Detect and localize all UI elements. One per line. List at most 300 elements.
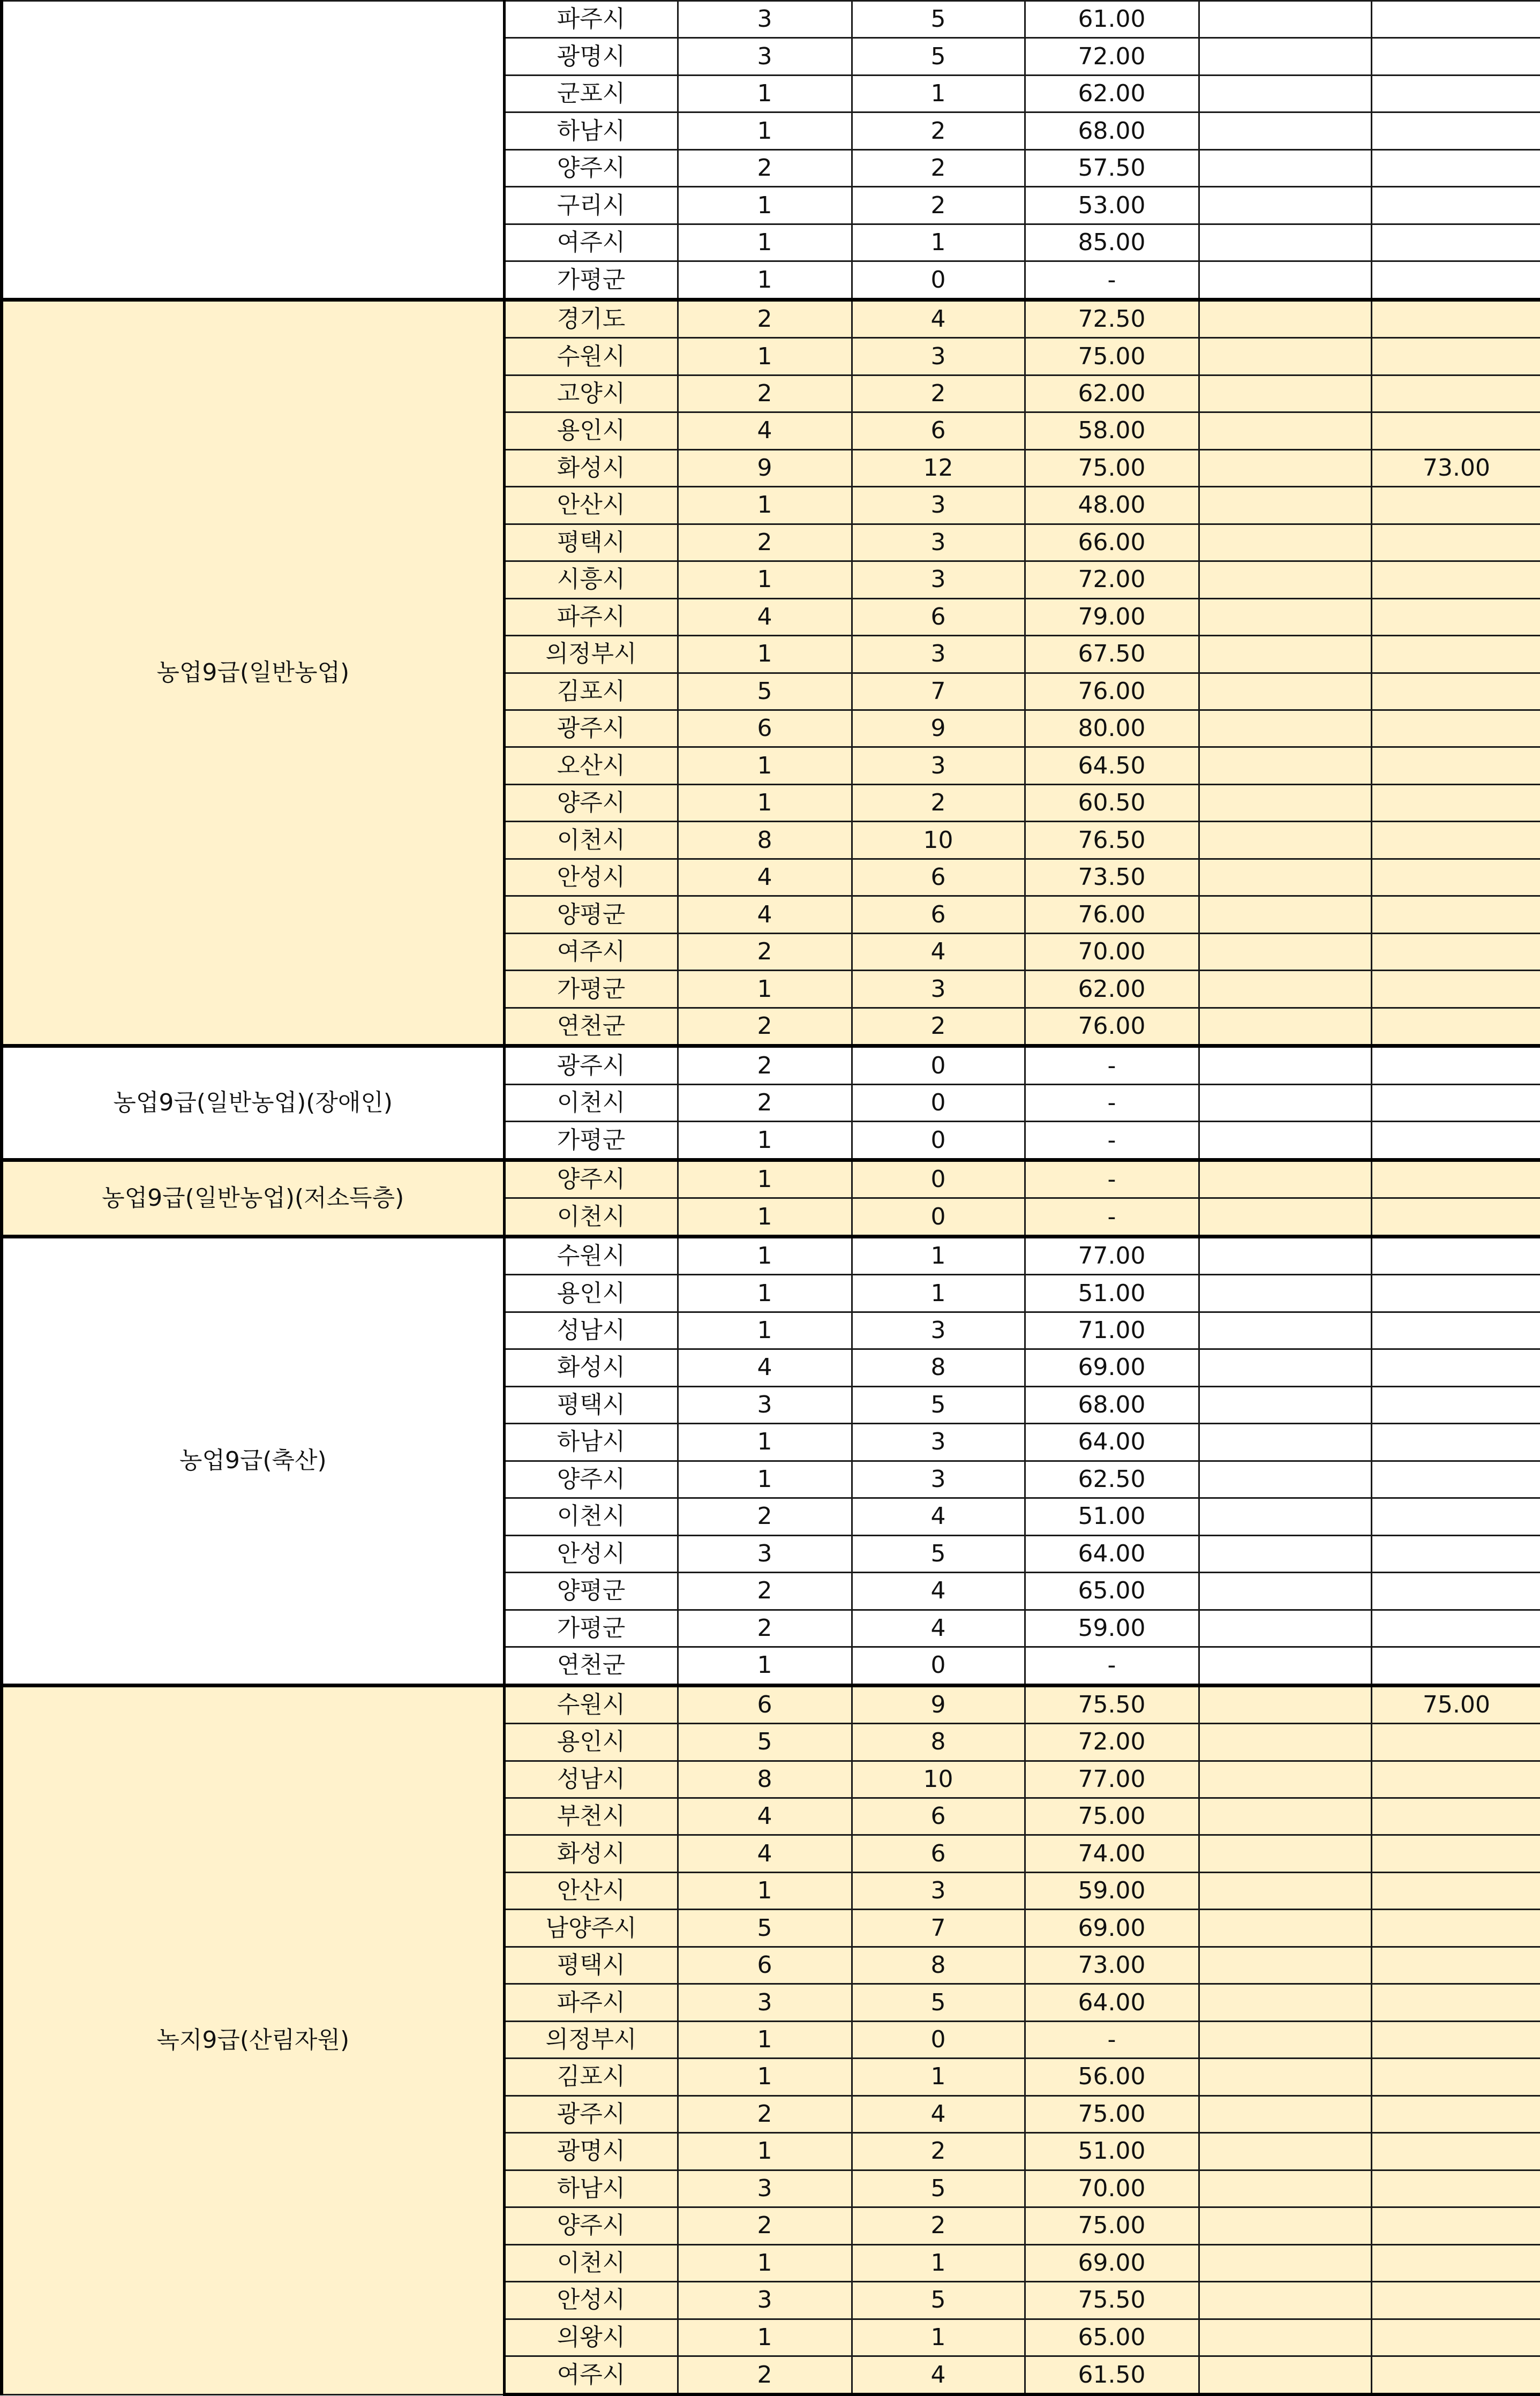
table-row: [2, 1685, 1540, 1724]
extra-cell-f: [1371, 1122, 1540, 1160]
extra-cell-e: [1199, 299, 1371, 338]
count-b-cell: 2: [852, 1008, 1025, 1046]
score-cell: -: [1025, 2021, 1199, 2058]
extra-cell-e: [1199, 38, 1371, 75]
count-a-cell: 2: [678, 149, 852, 186]
score-cell: 75.00: [1025, 1798, 1199, 1835]
extra-cell-e: [1199, 1160, 1371, 1198]
region-cell: 안성시: [504, 1535, 678, 1572]
region-cell: 파주시: [504, 1984, 678, 2021]
region-cell: 양평군: [504, 1573, 678, 1610]
extra-cell-e: [1199, 487, 1371, 524]
score-cell: 75.00: [1025, 2207, 1199, 2244]
extra-cell-e: [1199, 784, 1371, 821]
region-cell: 양주시: [504, 1461, 678, 1498]
count-b-cell: 2: [852, 375, 1025, 412]
extra-cell-f: [1371, 1386, 1540, 1423]
region-cell: 성남시: [504, 1312, 678, 1349]
extra-cell-f: [1371, 1461, 1540, 1498]
extra-cell-e: [1199, 2133, 1371, 2170]
extra-cell-e: [1199, 1424, 1371, 1461]
score-cell: 73.00: [1025, 1947, 1199, 1984]
region-cell: 연천군: [504, 1647, 678, 1686]
count-a-cell: 8: [678, 1761, 852, 1798]
extra-cell-f: [1371, 75, 1540, 112]
count-a-cell: 1: [678, 1236, 852, 1275]
extra-cell-f: [1371, 1761, 1540, 1798]
region-cell: 가평군: [504, 1122, 678, 1160]
score-cell: 75.50: [1025, 2282, 1199, 2319]
count-b-cell: 4: [852, 2356, 1025, 2395]
count-b-cell: 10: [852, 1761, 1025, 1798]
region-cell: 수원시: [504, 338, 678, 375]
region-cell: 광주시: [504, 2095, 678, 2132]
count-b-cell: 2: [852, 2207, 1025, 2244]
count-a-cell: 1: [678, 1424, 852, 1461]
region-cell: 광명시: [504, 2133, 678, 2170]
region-cell: 화성시: [504, 1835, 678, 1872]
extra-cell-e: [1199, 1046, 1371, 1085]
count-b-cell: 5: [852, 2170, 1025, 2207]
score-cell: 72.00: [1025, 1724, 1199, 1761]
score-cell: -: [1025, 1046, 1199, 1085]
extra-cell-f: [1371, 1312, 1540, 1349]
score-cell: 62.50: [1025, 1461, 1199, 1498]
count-a-cell: 9: [678, 449, 852, 486]
count-a-cell: 5: [678, 1724, 852, 1761]
region-cell: 수원시: [504, 1236, 678, 1275]
count-b-cell: 3: [852, 1424, 1025, 1461]
extra-cell-f: [1371, 636, 1540, 673]
extra-cell-e: [1199, 747, 1371, 784]
count-b-cell: 3: [852, 747, 1025, 784]
extra-cell-f: [1371, 747, 1540, 784]
extra-cell-e: [1199, 896, 1371, 933]
extra-cell-f: [1371, 784, 1540, 821]
count-b-cell: 3: [852, 636, 1025, 673]
count-a-cell: 1: [678, 636, 852, 673]
extra-cell-f: [1371, 1008, 1540, 1046]
extra-cell-f: [1371, 1724, 1540, 1761]
extra-cell-f: [1371, 1198, 1540, 1237]
group-name-cell: 농업9급(일반농업)(장애인): [2, 1046, 504, 1160]
extra-cell-f: [1371, 598, 1540, 635]
extra-cell-e: [1199, 2095, 1371, 2132]
count-b-cell: 7: [852, 673, 1025, 710]
extra-cell-e: [1199, 561, 1371, 598]
count-a-cell: 6: [678, 1947, 852, 1984]
count-a-cell: 1: [678, 187, 852, 224]
table-row: [2, 299, 1540, 338]
count-a-cell: 1: [678, 1647, 852, 1686]
count-a-cell: 3: [678, 1386, 852, 1423]
extra-cell-f: [1371, 1798, 1540, 1835]
extra-cell-e: [1199, 1498, 1371, 1535]
extra-cell-f: [1371, 261, 1540, 300]
region-cell: 용인시: [504, 1724, 678, 1761]
count-a-cell: 1: [678, 1198, 852, 1237]
count-a-cell: 8: [678, 822, 852, 859]
region-cell: 군포시: [504, 75, 678, 112]
count-b-cell: 4: [852, 1610, 1025, 1647]
score-cell: 68.00: [1025, 1386, 1199, 1423]
score-cell: 76.00: [1025, 896, 1199, 933]
region-cell: 평택시: [504, 1947, 678, 1984]
extra-cell-e: [1199, 1685, 1371, 1724]
count-b-cell: 0: [852, 1046, 1025, 1085]
score-cell: 61.00: [1025, 1, 1199, 38]
count-a-cell: 4: [678, 1798, 852, 1835]
score-cell: 60.50: [1025, 784, 1199, 821]
extra-cell-e: [1199, 1236, 1371, 1275]
extra-cell-f: [1371, 673, 1540, 710]
score-cell: 77.00: [1025, 1236, 1199, 1275]
region-cell: 의왕시: [504, 2319, 678, 2356]
count-a-cell: 1: [678, 2021, 852, 2058]
extra-cell-e: [1199, 338, 1371, 375]
count-a-cell: 2: [678, 1008, 852, 1046]
count-b-cell: 1: [852, 2059, 1025, 2095]
extra-cell-f: [1371, 933, 1540, 970]
extra-cell-e: [1199, 1461, 1371, 1498]
extra-cell-e: [1199, 75, 1371, 112]
extra-cell-f: [1371, 822, 1540, 859]
score-cell: 73.50: [1025, 859, 1199, 896]
count-a-cell: 2: [678, 1498, 852, 1535]
group-name-cell: 농업9급(축산): [2, 1236, 504, 1685]
region-cell: 가평군: [504, 1610, 678, 1647]
extra-cell-e: [1199, 1910, 1371, 1947]
region-cell: 의정부시: [504, 2021, 678, 2058]
score-cell: -: [1025, 1122, 1199, 1160]
extra-cell-f: [1371, 1160, 1540, 1198]
score-cell: 72.00: [1025, 38, 1199, 75]
region-cell: 파주시: [504, 1, 678, 38]
count-b-cell: 2: [852, 784, 1025, 821]
extra-cell-f: [1371, 149, 1540, 186]
extra-cell-e: [1199, 2319, 1371, 2356]
count-b-cell: 6: [852, 1798, 1025, 1835]
count-b-cell: 3: [852, 1461, 1025, 1498]
region-cell: 광주시: [504, 1046, 678, 1085]
score-cell: 75.00: [1025, 2095, 1199, 2132]
count-b-cell: 1: [852, 2319, 1025, 2356]
extra-cell-f: [1371, 524, 1540, 561]
count-a-cell: 2: [678, 1610, 852, 1647]
extra-cell-f: [1371, 2207, 1540, 2244]
score-cell: 65.00: [1025, 1573, 1199, 1610]
count-b-cell: 2: [852, 149, 1025, 186]
count-b-cell: 3: [852, 971, 1025, 1008]
extra-cell-e: [1199, 971, 1371, 1008]
score-cell: 64.00: [1025, 1984, 1199, 2021]
extra-cell-e: [1199, 1, 1371, 38]
extra-cell-e: [1199, 187, 1371, 224]
count-b-cell: 4: [852, 1573, 1025, 1610]
extra-cell-f: [1371, 710, 1540, 747]
count-a-cell: 1: [678, 261, 852, 300]
score-cell: 75.00: [1025, 338, 1199, 375]
score-cell: -: [1025, 1160, 1199, 1198]
extra-cell-e: [1199, 1761, 1371, 1798]
region-cell: 이천시: [504, 1084, 678, 1121]
score-cell: 70.00: [1025, 2170, 1199, 2207]
region-cell: 이천시: [504, 1498, 678, 1535]
score-cell: 75.50: [1025, 1685, 1199, 1724]
extra-cell-f: [1371, 1947, 1540, 1984]
count-a-cell: 4: [678, 1349, 852, 1386]
score-cell: 76.00: [1025, 1008, 1199, 1046]
count-a-cell: 1: [678, 1275, 852, 1312]
score-cell: 79.00: [1025, 598, 1199, 635]
count-a-cell: 1: [678, 75, 852, 112]
count-a-cell: 4: [678, 896, 852, 933]
extra-cell-f: [1371, 1872, 1540, 1909]
count-b-cell: 1: [852, 1236, 1025, 1275]
score-cell: -: [1025, 261, 1199, 300]
region-cell: 안성시: [504, 2282, 678, 2319]
count-b-cell: 6: [852, 859, 1025, 896]
extra-cell-e: [1199, 112, 1371, 149]
region-cell: 안성시: [504, 859, 678, 896]
count-b-cell: 0: [852, 1198, 1025, 1237]
count-b-cell: 0: [852, 2021, 1025, 2058]
extra-cell-e: [1199, 2207, 1371, 2244]
score-cell: 62.00: [1025, 375, 1199, 412]
count-b-cell: 0: [852, 1122, 1025, 1160]
count-b-cell: 1: [852, 75, 1025, 112]
count-a-cell: 2: [678, 1084, 852, 1121]
score-cell: 72.50: [1025, 299, 1199, 338]
count-b-cell: 4: [852, 299, 1025, 338]
score-cell: 69.00: [1025, 1910, 1199, 1947]
count-b-cell: 0: [852, 261, 1025, 300]
extra-cell-f: [1371, 2244, 1540, 2281]
count-b-cell: 5: [852, 1386, 1025, 1423]
count-a-cell: 3: [678, 1984, 852, 2021]
count-a-cell: 3: [678, 38, 852, 75]
score-cell: 51.00: [1025, 1498, 1199, 1535]
extra-cell-e: [1199, 1535, 1371, 1572]
extra-cell-e: [1199, 1386, 1371, 1423]
count-b-cell: 3: [852, 524, 1025, 561]
count-b-cell: 0: [852, 1160, 1025, 1198]
extra-cell-e: [1199, 261, 1371, 300]
score-cell: -: [1025, 1647, 1199, 1686]
extra-cell-f: 75.00: [1371, 1685, 1540, 1724]
extra-cell-e: [1199, 2282, 1371, 2319]
score-cell: 58.00: [1025, 412, 1199, 449]
count-b-cell: 5: [852, 1984, 1025, 2021]
region-cell: 이천시: [504, 822, 678, 859]
score-cell: 64.50: [1025, 747, 1199, 784]
count-a-cell: 2: [678, 375, 852, 412]
count-a-cell: 1: [678, 112, 852, 149]
count-b-cell: 5: [852, 1535, 1025, 1572]
count-a-cell: 2: [678, 299, 852, 338]
score-cell: 56.00: [1025, 2059, 1199, 2095]
region-cell: 수원시: [504, 1685, 678, 1724]
score-cell: 85.00: [1025, 224, 1199, 261]
count-b-cell: 2: [852, 2133, 1025, 2170]
count-b-cell: 2: [852, 187, 1025, 224]
count-b-cell: 6: [852, 598, 1025, 635]
count-a-cell: 1: [678, 2244, 852, 2281]
extra-cell-f: [1371, 1424, 1540, 1461]
extra-cell-e: [1199, 1312, 1371, 1349]
extra-cell-f: [1371, 2133, 1540, 2170]
count-b-cell: 5: [852, 1, 1025, 38]
region-cell: 용인시: [504, 1275, 678, 1312]
table-row: [2, 1, 1540, 38]
extra-cell-f: [1371, 112, 1540, 149]
score-cell: 48.00: [1025, 487, 1199, 524]
extra-cell-f: [1371, 1349, 1540, 1386]
extra-cell-e: [1199, 2170, 1371, 2207]
extra-cell-f: [1371, 1498, 1540, 1535]
extra-cell-f: [1371, 896, 1540, 933]
region-cell: 양주시: [504, 784, 678, 821]
extra-cell-f: [1371, 412, 1540, 449]
extra-cell-e: [1199, 1122, 1371, 1160]
region-cell: 시흥시: [504, 561, 678, 598]
region-cell: 양평군: [504, 896, 678, 933]
count-a-cell: 2: [678, 1573, 852, 1610]
extra-cell-f: 73.00: [1371, 449, 1540, 486]
count-b-cell: 4: [852, 1498, 1025, 1535]
count-b-cell: 3: [852, 1312, 1025, 1349]
region-cell: 양주시: [504, 1160, 678, 1198]
region-cell: 연천군: [504, 1008, 678, 1046]
region-cell: 양주시: [504, 2207, 678, 2244]
region-cell: 구리시: [504, 187, 678, 224]
extra-cell-f: [1371, 187, 1540, 224]
count-a-cell: 1: [678, 1461, 852, 1498]
extra-cell-e: [1199, 1610, 1371, 1647]
count-a-cell: 4: [678, 859, 852, 896]
extra-cell-f: [1371, 1835, 1540, 1872]
region-cell: 부천시: [504, 1798, 678, 1835]
extra-cell-e: [1199, 1947, 1371, 1984]
count-b-cell: 4: [852, 933, 1025, 970]
count-a-cell: 1: [678, 747, 852, 784]
extra-cell-e: [1199, 710, 1371, 747]
extra-cell-f: [1371, 971, 1540, 1008]
count-b-cell: 7: [852, 1910, 1025, 1947]
extra-cell-f: [1371, 2282, 1540, 2319]
extra-cell-f: [1371, 1046, 1540, 1085]
count-a-cell: 1: [678, 971, 852, 1008]
region-cell: 하남시: [504, 1424, 678, 1461]
region-cell: 평택시: [504, 524, 678, 561]
score-cell: 72.00: [1025, 561, 1199, 598]
score-cell: -: [1025, 1084, 1199, 1121]
extra-cell-f: [1371, 338, 1540, 375]
group-name-cell: 농업9급(일반농업): [2, 299, 504, 1046]
count-b-cell: 8: [852, 1724, 1025, 1761]
count-a-cell: 2: [678, 2356, 852, 2395]
region-cell: 경기도: [504, 299, 678, 338]
count-a-cell: 2: [678, 2207, 852, 2244]
region-cell: 화성시: [504, 449, 678, 486]
extra-cell-e: [1199, 524, 1371, 561]
extra-cell-e: [1199, 2059, 1371, 2095]
extra-cell-e: [1199, 636, 1371, 673]
table-row: [2, 1046, 1540, 1085]
extra-cell-f: [1371, 2095, 1540, 2132]
extra-cell-e: [1199, 673, 1371, 710]
region-cell: 안산시: [504, 1872, 678, 1909]
score-cell: 76.00: [1025, 673, 1199, 710]
extra-cell-f: [1371, 1, 1540, 38]
count-b-cell: 5: [852, 2282, 1025, 2319]
extra-cell-e: [1199, 1084, 1371, 1121]
count-b-cell: 3: [852, 487, 1025, 524]
count-a-cell: 3: [678, 2282, 852, 2319]
region-cell: 김포시: [504, 673, 678, 710]
extra-cell-f: [1371, 2356, 1540, 2395]
count-b-cell: 0: [852, 1084, 1025, 1121]
count-b-cell: 1: [852, 224, 1025, 261]
score-cell: 53.00: [1025, 187, 1199, 224]
count-b-cell: 1: [852, 1275, 1025, 1312]
count-a-cell: 1: [678, 2319, 852, 2356]
extra-cell-f: [1371, 2170, 1540, 2207]
extra-cell-f: [1371, 2021, 1540, 2058]
score-cell: 70.00: [1025, 933, 1199, 970]
count-a-cell: 4: [678, 598, 852, 635]
count-a-cell: 4: [678, 1835, 852, 1872]
count-b-cell: 9: [852, 1685, 1025, 1724]
extra-cell-f: [1371, 1647, 1540, 1686]
region-cell: 고양시: [504, 375, 678, 412]
extra-cell-f: [1371, 1236, 1540, 1275]
score-cell: 62.00: [1025, 971, 1199, 1008]
extra-cell-f: [1371, 375, 1540, 412]
count-b-cell: 8: [852, 1947, 1025, 1984]
extra-cell-e: [1199, 1798, 1371, 1835]
score-cell: 51.00: [1025, 1275, 1199, 1312]
region-cell: 김포시: [504, 2059, 678, 2095]
count-a-cell: 1: [678, 487, 852, 524]
region-cell: 가평군: [504, 261, 678, 300]
count-a-cell: 1: [678, 2059, 852, 2095]
region-cell: 양주시: [504, 149, 678, 186]
extra-cell-f: [1371, 561, 1540, 598]
score-cell: 69.00: [1025, 1349, 1199, 1386]
region-cell: 여주시: [504, 2356, 678, 2395]
score-cell: 75.00: [1025, 449, 1199, 486]
extra-cell-f: [1371, 487, 1540, 524]
score-cell: 69.00: [1025, 2244, 1199, 2281]
extra-cell-e: [1199, 1835, 1371, 1872]
score-cell: 51.00: [1025, 2133, 1199, 2170]
score-cell: 71.00: [1025, 1312, 1199, 1349]
region-cell: 파주시: [504, 598, 678, 635]
count-a-cell: 4: [678, 412, 852, 449]
count-a-cell: 3: [678, 1535, 852, 1572]
count-b-cell: 0: [852, 1647, 1025, 1686]
extra-cell-f: [1371, 1275, 1540, 1312]
count-a-cell: 1: [678, 2133, 852, 2170]
extra-cell-e: [1199, 412, 1371, 449]
count-a-cell: 2: [678, 1046, 852, 1085]
count-a-cell: 1: [678, 1160, 852, 1198]
extra-cell-f: [1371, 1084, 1540, 1121]
count-a-cell: 1: [678, 338, 852, 375]
score-cell: 74.00: [1025, 1835, 1199, 1872]
score-cell: 59.00: [1025, 1610, 1199, 1647]
